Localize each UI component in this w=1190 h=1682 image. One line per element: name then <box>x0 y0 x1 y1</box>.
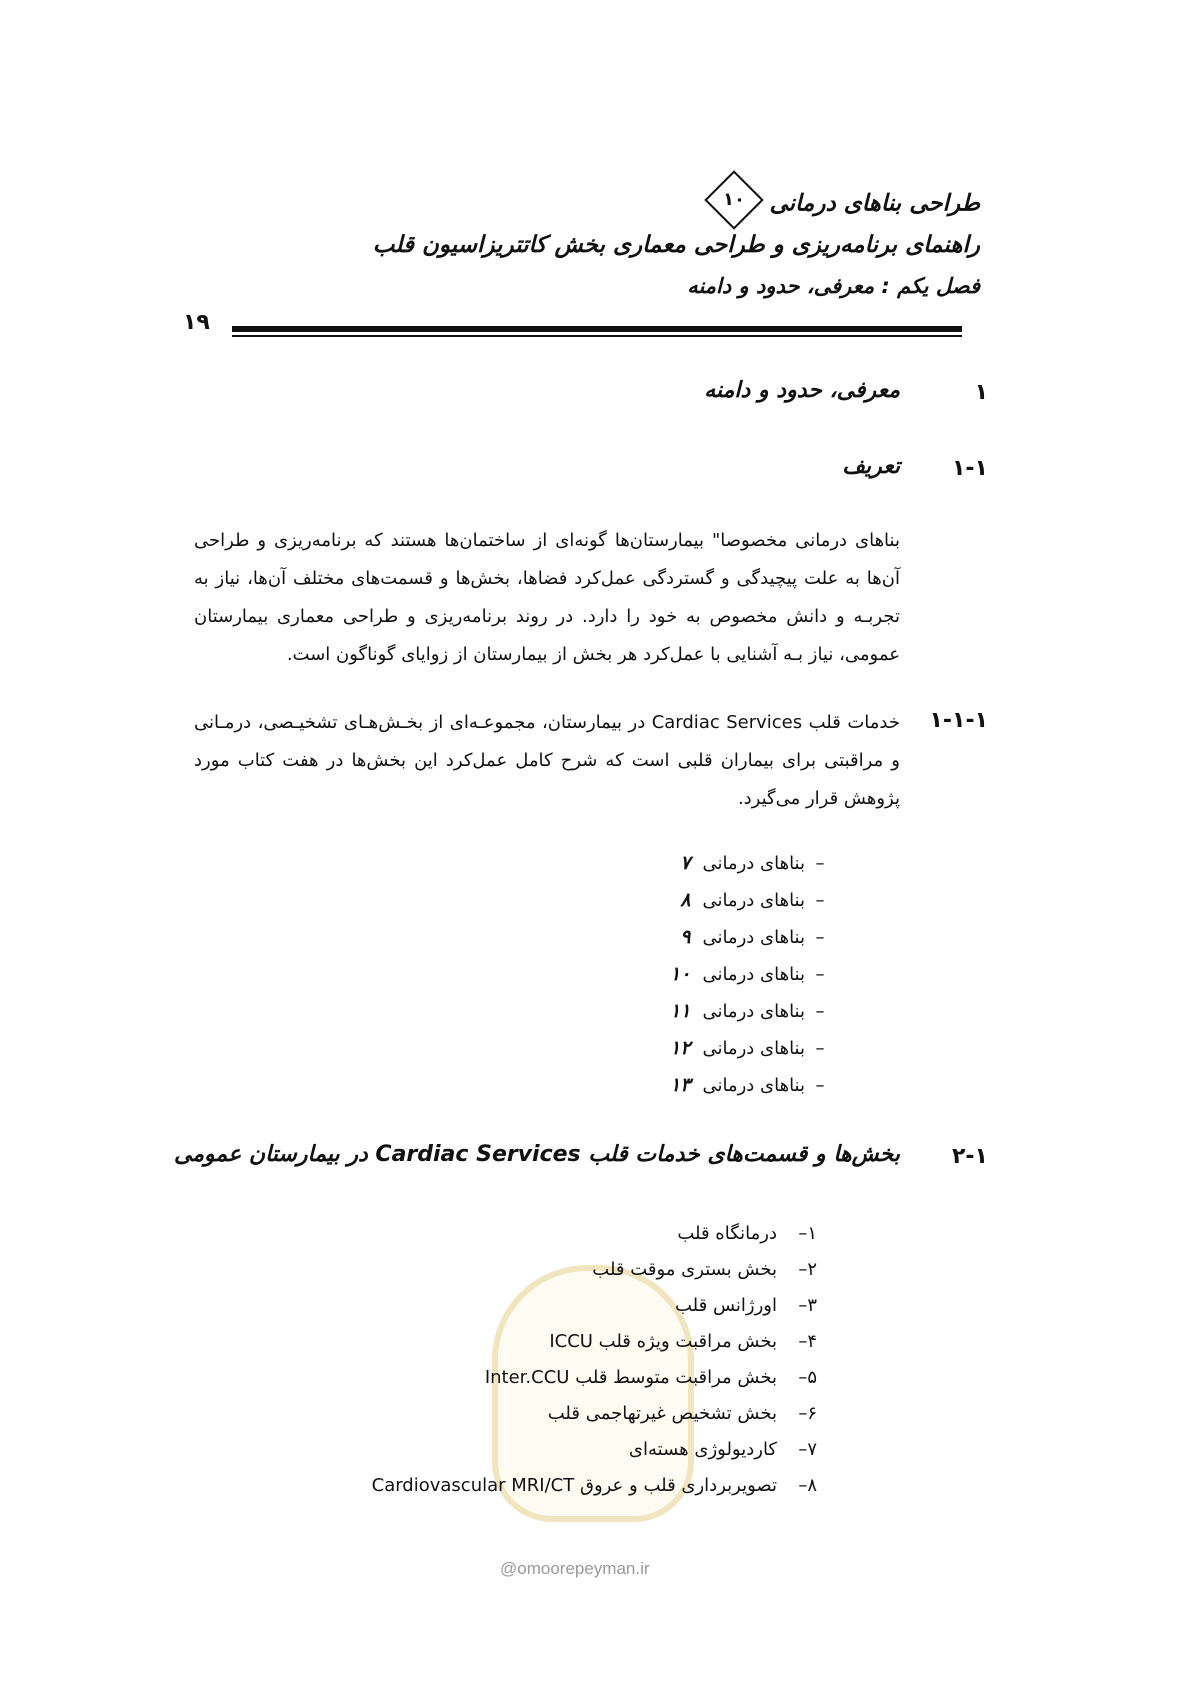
header-rule-thin <box>232 335 962 337</box>
list-item: ۳–اورژانس قلب <box>675 1295 817 1316</box>
list-item: –بناهای درمانی۷ <box>680 852 825 874</box>
list-item: –بناهای درمانی۱۳ <box>670 1074 825 1096</box>
section-title: معرفی، حدود و دامنه <box>704 378 900 403</box>
list-item: ۴–بخش مراقبت ویژه قلب ICCU <box>549 1331 817 1352</box>
list-item: –بناهای درمانی۱۱ <box>670 1000 825 1022</box>
list-item: –بناهای درمانی۹ <box>680 926 825 948</box>
page-number: ۱۹ <box>183 310 210 335</box>
list-item: ۶–بخش تشخیص غیرتهاجمی قلب <box>547 1403 817 1424</box>
subsection-number: ۲-۱ <box>952 1144 988 1169</box>
chapter-title: فصل یکم : معرفی، حدود و دامنه <box>687 274 980 298</box>
series-number: ۱۰ <box>723 189 746 210</box>
books-list <box>535 845 835 1104</box>
subsection-number: ۱-۱ <box>952 456 988 481</box>
header-rule-thick <box>232 326 962 332</box>
series-title-line <box>707 183 980 225</box>
list-item: ۱–درمانگاه قلب <box>677 1223 817 1244</box>
series-title: طراحی بناهای درمانی <box>769 190 980 217</box>
subsection-title: تعریف <box>842 454 900 479</box>
list-item: ۵–بخش مراقبت متوسط قلب Inter.CCU <box>484 1367 817 1388</box>
list-item: ۸–تصویربرداری قلب و عروق Cardiovascular MRI/CT <box>371 1475 817 1496</box>
departments-list <box>297 1216 817 1504</box>
watermark-text: @omoorepeyman.ir <box>500 1559 650 1578</box>
list-item: –بناهای درمانی۱۰ <box>670 963 825 985</box>
definition-paragraph: بناهای درمانی مخصوصا" بیمارستان‌ها گونه‌ای از ساختمان‌ها هستند که برنامه‌ریزی و طراحی آن‌ها به علت پیچیدگی و گستردگی عمل‌کرد فضاها، بخش‌ها و قسمت‌های مختلف آن‌ها، نیاز به تجربـه و دانش مخصوص به خود را دارد. در روند برنامه‌ریزی و طراحی معماری بیمارستان عمومی، نیاز بـه آشنایی با عمل‌کرد هر بخش از بیمارستان از زوایای گوناگون است. <box>194 530 900 665</box>
book-title: راهنمای برنامه‌ریزی و طراحی معماری بخش کاتتریزاسیون قلب <box>372 232 980 258</box>
subsection-title: بخش‌ها و قسمت‌های خدمات قلب Cardiac Services در بیمارستان عمومی <box>173 1142 900 1167</box>
series-number-badge <box>705 170 764 229</box>
list-item: –بناهای درمانی۸ <box>680 889 825 911</box>
section-number: ۱ <box>974 380 988 405</box>
list-item: –بناهای درمانی۱۲ <box>670 1037 825 1059</box>
subsubsection-number: ۱-۱-۱ <box>929 708 988 733</box>
list-item: ۲–بخش بستری موقت قلب <box>592 1259 817 1280</box>
list-item: ۷–کاردیولوژی هسته‌ای <box>628 1439 817 1460</box>
cardiac-services-paragraph: خدمات قلب Cardiac Services در بیمارستان، مجموعـه‌ای از بخـش‌هـای تشخیـصی، درمـانی و مراقبتی برای بیماران قلبی است که شرح کامل عمل‌کرد این بخش‌ها در هفت کتاب مورد پژوهش قرار می‌گیرد. <box>194 712 900 809</box>
